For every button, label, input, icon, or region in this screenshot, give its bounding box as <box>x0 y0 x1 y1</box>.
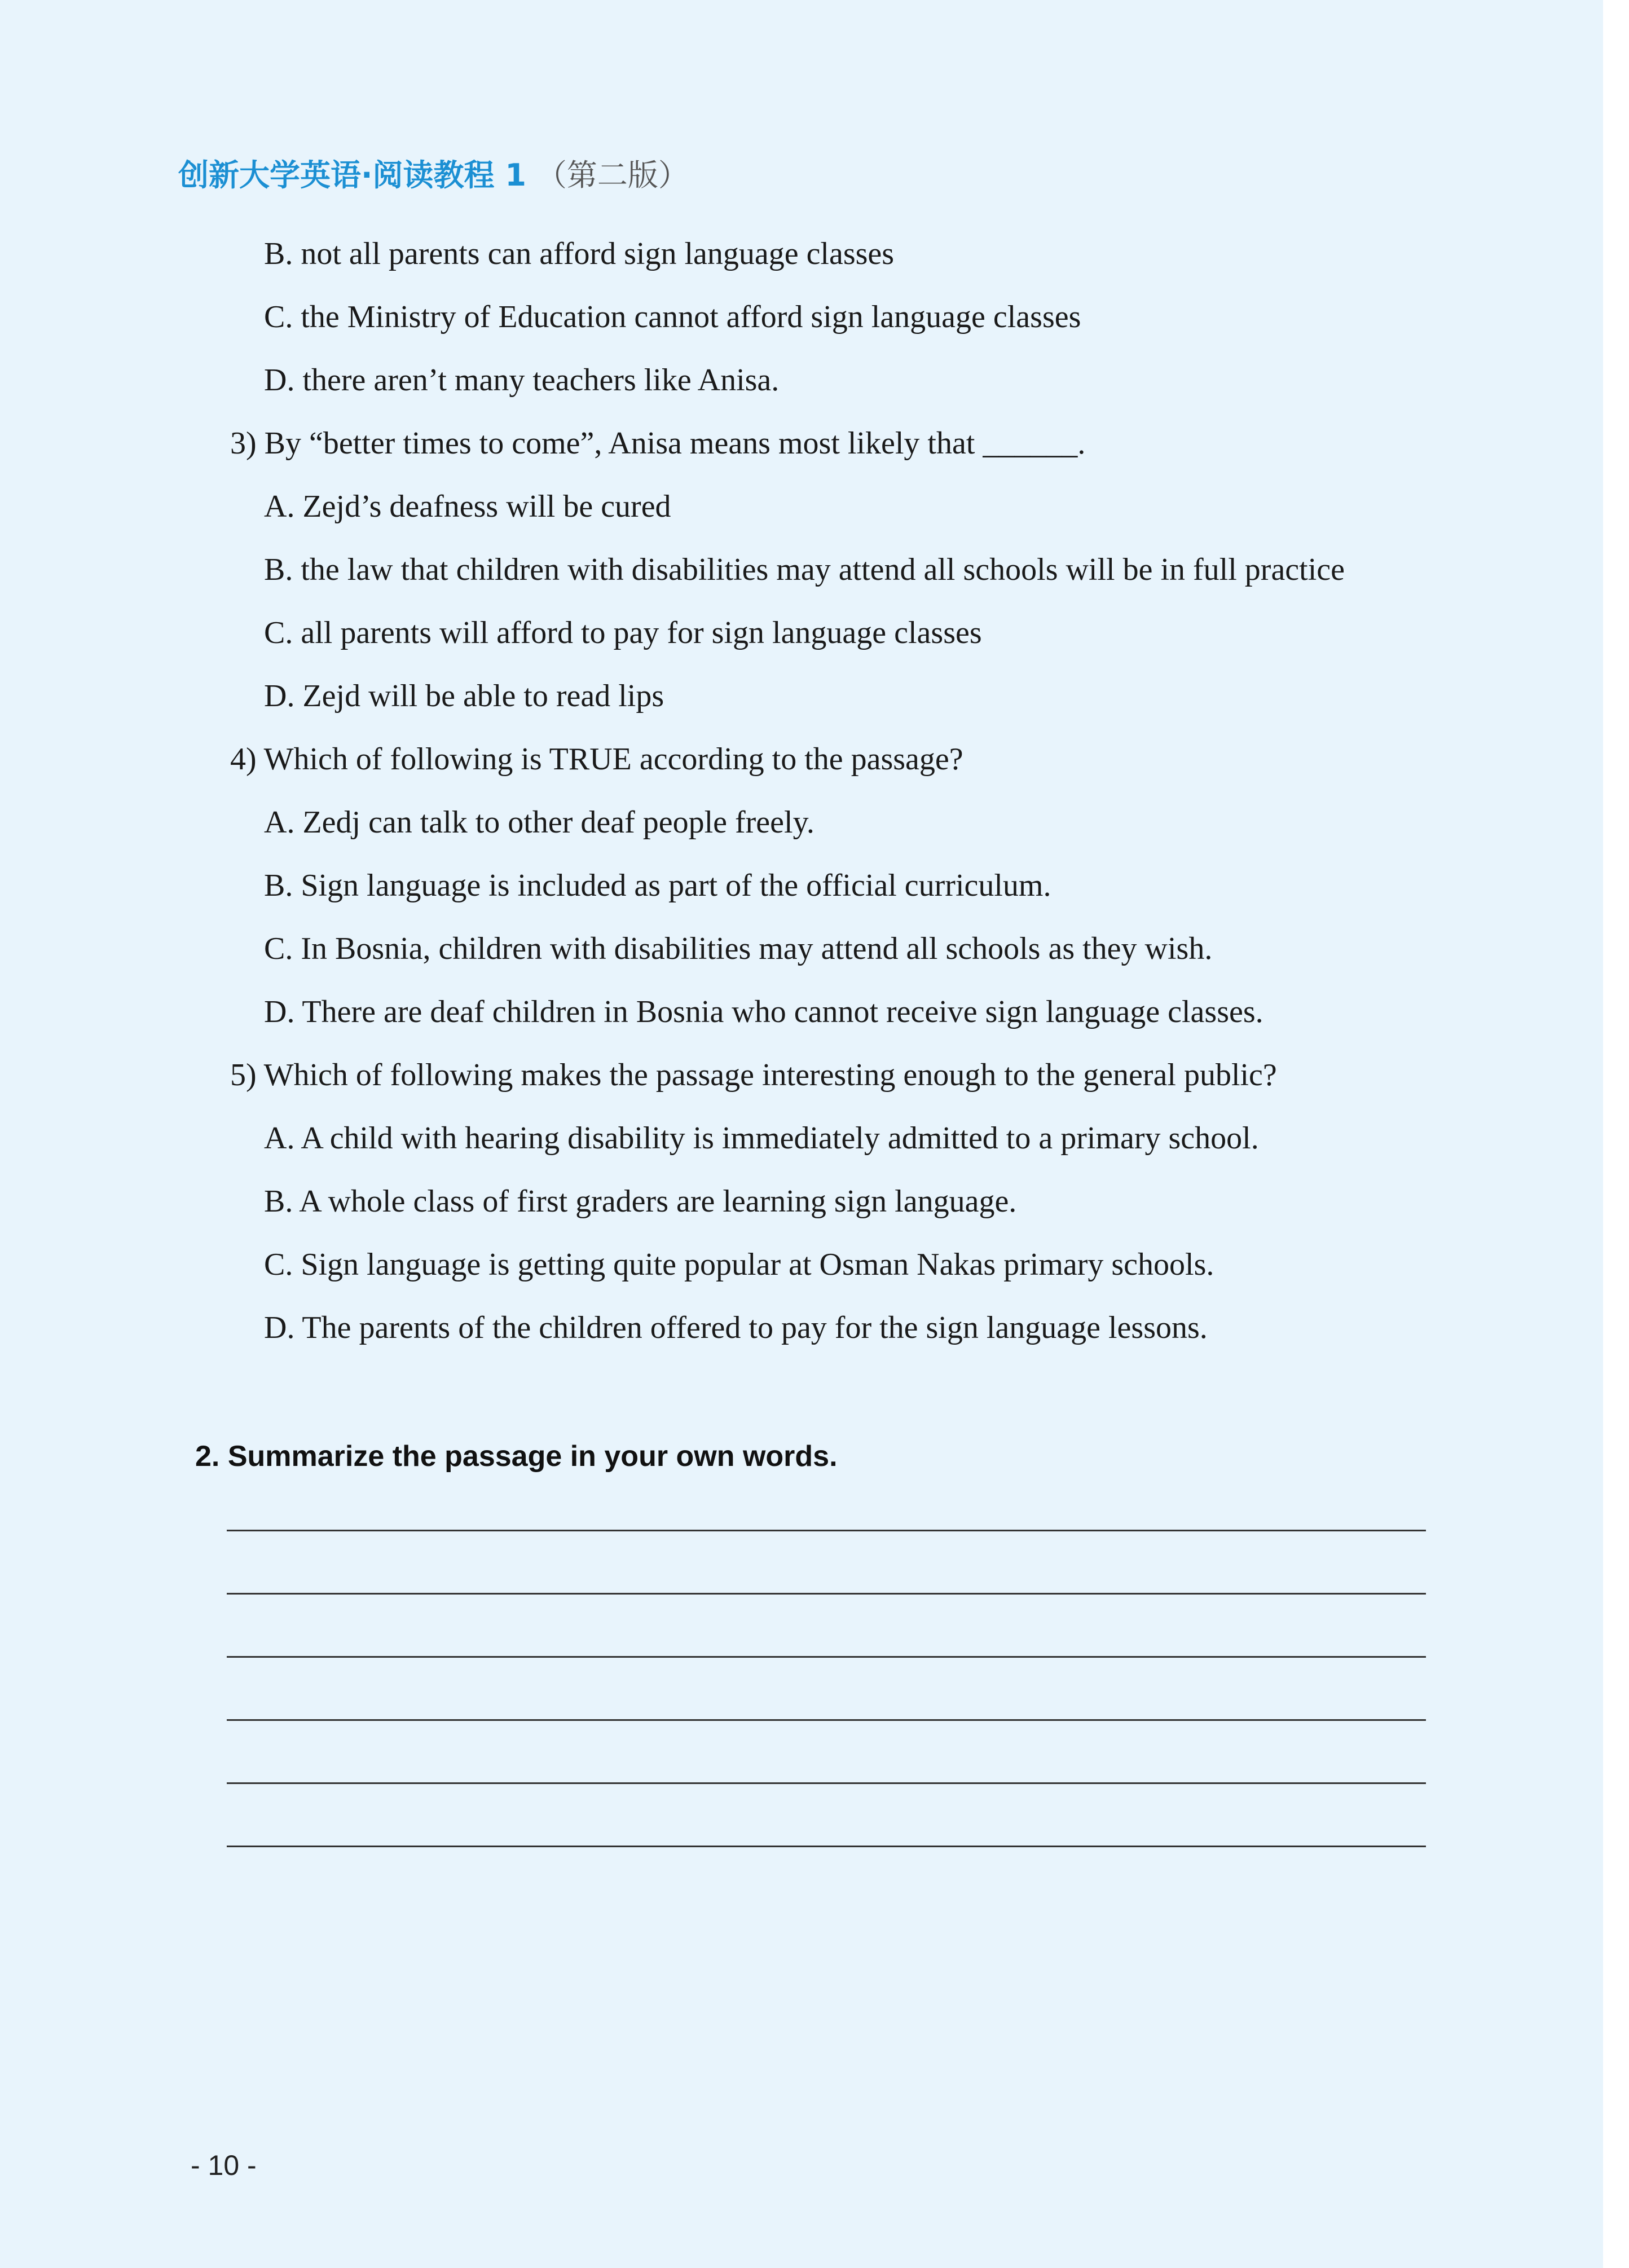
answer-line[interactable] <box>227 1719 1426 1721</box>
edition-label: （第二版） <box>536 157 689 193</box>
page-number: - 10 - <box>191 2150 257 2181</box>
option-5b: B. A whole class of first graders are learning sign language. <box>264 1184 1017 1219</box>
answer-line[interactable] <box>227 1656 1426 1658</box>
option-4b: B. Sign language is included as part of the official curriculum. <box>264 868 1051 903</box>
running-header <box>178 151 689 195</box>
option-3d: D. Zejd will be able to read lips <box>264 679 664 714</box>
option-2c: C. the Ministry of Education cannot afford sign language classes <box>264 300 1081 334</box>
option-2b: B. not all parents can afford sign language classes <box>264 236 895 271</box>
answer-line[interactable] <box>227 1593 1426 1595</box>
option-3b: B. the law that children with disabilities may attend all schools will be in full practice <box>264 552 1345 587</box>
option-2d: D. there aren’t many teachers like Anisa. <box>264 363 780 398</box>
option-4c: C. In Bosnia, children with disabilities may attend all schools as they wish. <box>264 931 1213 966</box>
option-5a: A. A child with hearing disability is immediately admitted to a primary school. <box>264 1121 1259 1156</box>
answer-line[interactable] <box>227 1782 1426 1784</box>
question-3: 3) By “better times to come”, Anisa means most likely that ______. <box>230 426 1086 461</box>
answer-line[interactable] <box>227 1530 1426 1531</box>
option-4a: A. Zedj can talk to other deaf people freely. <box>264 805 814 840</box>
option-5d: D. The parents of the children offered to pay for the sign language lessons. <box>264 1310 1208 1345</box>
exercise-2-title: 2. Summarize the passage in your own words. <box>195 1440 838 1473</box>
option-4d: D. There are deaf children in Bosnia who cannot receive sign language classes. <box>264 994 1263 1029</box>
book-title: 创新大学英语·阅读教程 1 <box>178 157 526 193</box>
option-5c: C. Sign language is getting quite popular at Osman Nakas primary schools. <box>264 1247 1214 1282</box>
question-5: 5) Which of following makes the passage interesting enough to the general public? <box>230 1058 1277 1093</box>
option-3c: C. all parents will afford to pay for sign language classes <box>264 615 982 650</box>
option-3a: A. Zejd’s deafness will be cured <box>264 489 671 524</box>
question-4: 4) Which of following is TRUE according to the passage? <box>230 742 963 777</box>
answer-line[interactable] <box>227 1846 1426 1847</box>
